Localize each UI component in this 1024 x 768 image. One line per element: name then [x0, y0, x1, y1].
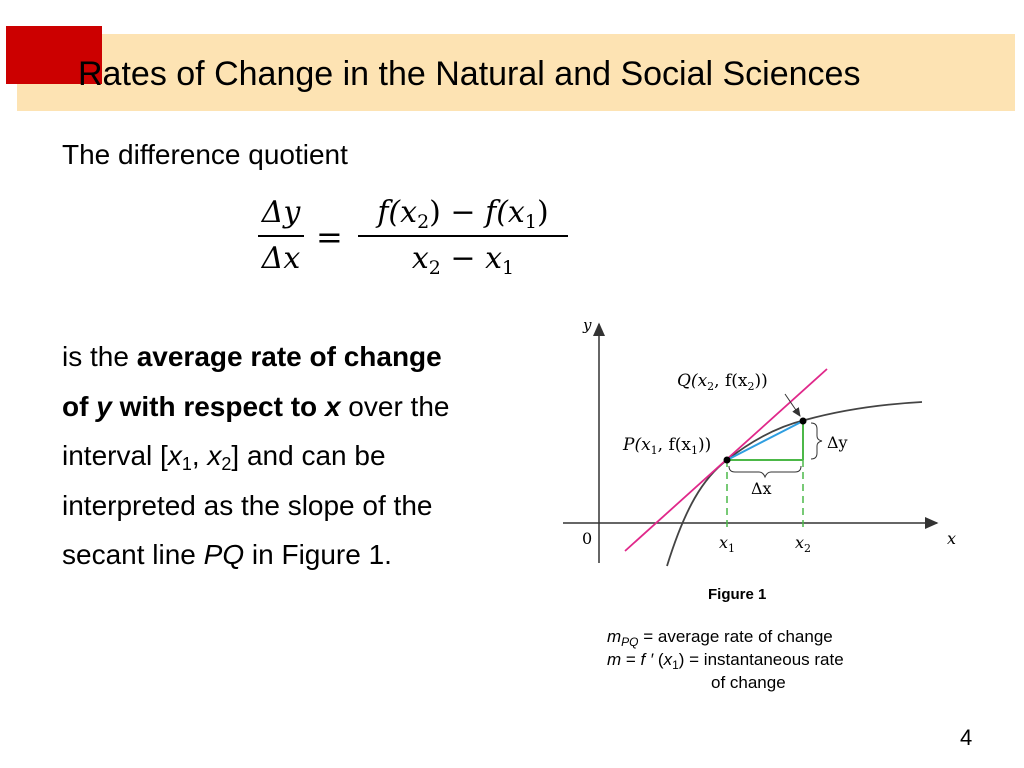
difference-quotient-formula [250, 188, 580, 288]
note-instantaneous-rate: m = f ′ $(x_1)$ = instantaneous rate [607, 650, 844, 672]
x1-tick-label: $x_1$ [719, 533, 736, 555]
delta-y-label: Δy [827, 433, 848, 452]
note-of-change: of change [711, 673, 786, 692]
body-line-5: secant line PQ in Figure 1. [62, 539, 392, 570]
formula-lhs-bar [258, 235, 304, 237]
formula-rhs-numerator: $f(x_2) - f(x_1)$ [377, 195, 549, 233]
figure-caption: Figure 1 [708, 586, 767, 603]
formula-rhs-bar [358, 235, 568, 237]
delta-y-brace [811, 423, 822, 459]
q-point-label: $Q(x_2$, $f(x_2)$) [677, 371, 768, 393]
body-line-4: interpreted as the slope of the [62, 489, 433, 521]
origin-label: 0 [582, 529, 593, 548]
delta-x-brace [729, 466, 801, 477]
intro-text: The difference quotient [62, 139, 348, 170]
delta-x-label: Δx [751, 479, 772, 498]
figure-1-graph [555, 308, 975, 576]
formula-equals: = [316, 218, 343, 256]
formula-lhs-numerator: Δy [261, 195, 301, 230]
x2-tick-label: $x_2$ [795, 533, 812, 555]
formula-lhs-denominator: Δx [261, 241, 301, 276]
p-point-label: $P(x_1$, $f(x_1)$) [623, 435, 712, 457]
x-axis-label: x [947, 529, 957, 548]
formula-rhs-denominator: $x_2 - x_1$ [411, 241, 515, 279]
body-line-1: is the average rate of change [62, 341, 442, 372]
slope-notes [607, 625, 844, 694]
page-number: 4 [960, 725, 973, 750]
body-line-2: of y with respect to x over the [62, 390, 450, 422]
secant-line [727, 421, 803, 460]
body-line-3: interval [$x_1$, $x_2$] and can be [62, 440, 386, 474]
explanation-text [62, 332, 542, 580]
note-average-rate: $m_{PQ}$ = average rate of change [607, 627, 833, 649]
secant-tangent-diagram [555, 308, 975, 576]
y-axis-label: y [583, 316, 592, 334]
point-p [724, 457, 731, 464]
point-q [800, 418, 807, 425]
slide-title: Rates of Change in the Natural and Social Sciences [78, 55, 861, 93]
